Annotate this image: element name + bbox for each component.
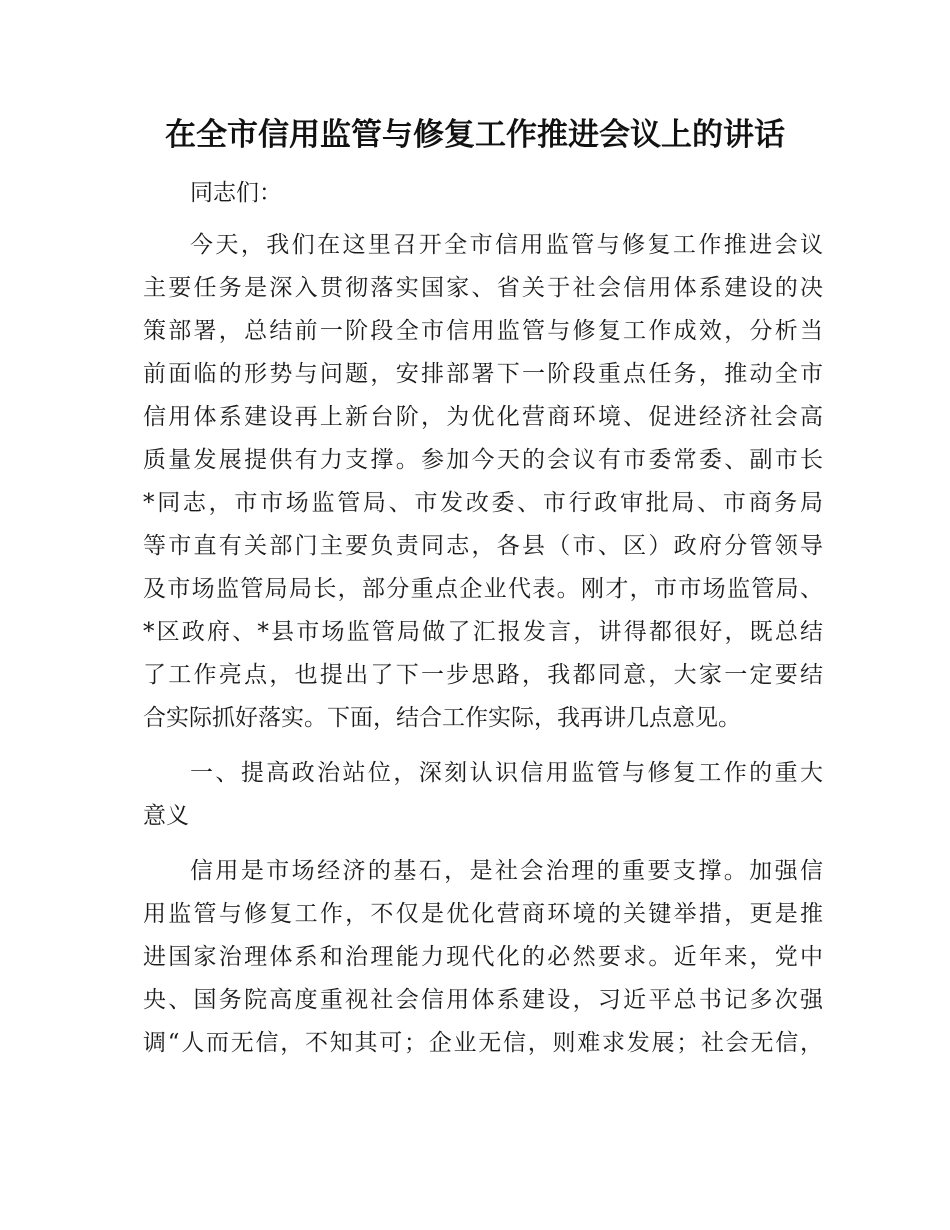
document-title: 在全市信用监管与修复工作推进会议上的讲话 [165,117,785,153]
salutation: 同志们： [190,180,282,206]
paragraph1-line: 主要任务是深入贯彻落实国家、省关于社会信用体系建设的决 [143,275,823,301]
paragraph1-line: 及市场监管局局长，部分重点企业代表。刚才，市市场监管局、 [143,576,823,602]
paragraph2-line: 央、国务院高度重视社会信用体系建设，习近平总书记多次强 [143,987,823,1013]
paragraph1-line: 信用体系建设再上新台阶，为优化营商环境、促进经济社会高 [143,404,823,430]
section-heading-line: 一、提高政治站位，深刻认识信用监管与修复工作的重大 [190,760,823,786]
paragraph2-line: 调“人而无信，不知其可；企业无信，则难求发展；社会无信， [143,1030,823,1056]
paragraph1-line: 质量发展提供有力支撑。参加今天的会议有市委常委、副市长 [143,447,823,473]
paragraph2-line: 进国家治理体系和治理能力现代化的必然要求。近年来，党中 [143,944,823,970]
section-heading-line: 意义 [143,803,189,829]
paragraph1-line: 今天，我们在这里召开全市信用监管与修复工作推进会议 [190,232,823,258]
paragraph1-line: 等市直有关部门主要负责同志，各县（市、区）政府分管领导 [143,533,823,559]
paragraph1-line: 策部署，总结前一阶段全市信用监管与修复工作成效，分析当 [143,318,823,344]
paragraph1-line: 前面临的形势与问题，安排部署下一阶段重点任务，推动全市 [143,361,823,387]
paragraph1-line: *区政府、*县市场监管局做了汇报发言，讲得都很好，既总结 [143,619,823,645]
paragraph1-line: 合实际抓好落实。下面，结合工作实际，我再讲几点意见。 [143,705,741,731]
paragraph1-line: 了工作亮点，也提出了下一步思路，我都同意，大家一定要结 [143,662,823,688]
paragraph2-line: 信用是市场经济的基石，是社会治理的重要支撑。加强信 [190,858,823,884]
paragraph1-line: *同志，市市场监管局、市发改委、市行政审批局、市商务局 [143,490,823,516]
paragraph2-line: 用监管与修复工作，不仅是优化营商环境的关键举措，更是推 [143,901,823,927]
